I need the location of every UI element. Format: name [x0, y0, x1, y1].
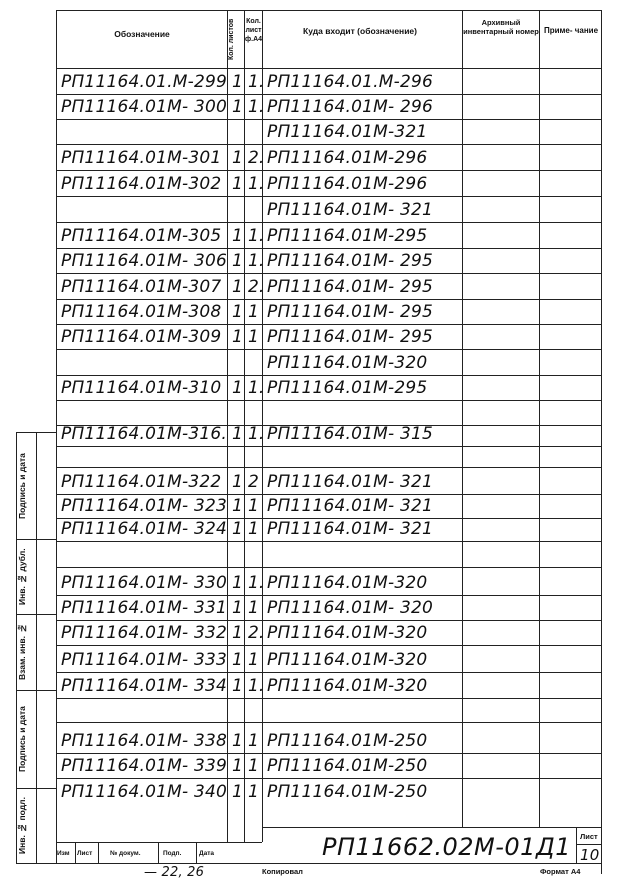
cell-designation: РП11164.01М- 330 [61, 573, 228, 593]
cell-qty-a4: 1 [248, 650, 259, 670]
cell-used-in: РП11164.01М-296 [267, 148, 428, 168]
cell-qty-a4: 1. [248, 424, 265, 444]
side-label-sign-date-1: Подпись и дата [17, 453, 27, 519]
cell-designation: РП11164.01М- 300 [61, 97, 228, 117]
cell-qty-a4: 1 [248, 302, 259, 322]
cell-designation: РП11164.01М-309 [61, 327, 222, 347]
cell-used-in: РП11164.01М- 295 [267, 327, 434, 347]
cell-qty-a4: 2. [248, 148, 265, 168]
cell-qty: 1 [232, 174, 243, 194]
table-row [57, 620, 601, 645]
copied-label: Копировал [262, 867, 303, 876]
cell-qty-a4: 1 [248, 731, 259, 751]
cell-qty-a4: 1. [248, 676, 265, 696]
cell-qty-a4: 1. [248, 251, 265, 271]
cell-qty: 1 [232, 650, 243, 670]
cell-qty: 1 [232, 251, 243, 271]
cell-qty-a4: 1 [248, 782, 259, 802]
table-row [57, 349, 601, 375]
cell-designation: РП11164.01.М-299 [61, 72, 228, 92]
stamp-col-date: Дата [199, 850, 215, 857]
table-row [57, 518, 601, 541]
cell-qty-a4: 2. [248, 623, 265, 643]
cell-designation: РП11164.01М- 331 [61, 598, 228, 618]
table-row [57, 567, 601, 595]
cell-used-in: РП11164.01М-250 [267, 731, 428, 751]
table-row [57, 541, 601, 567]
cell-designation: РП11164.01М-305 [61, 226, 222, 246]
table-row [57, 778, 601, 804]
cell-qty-a4: 1. [248, 378, 265, 398]
table-row [57, 494, 601, 518]
cell-designation: РП11164.01М-308 [61, 302, 222, 322]
cell-qty-a4: 1. [248, 72, 265, 92]
cell-qty-a4: 1 [248, 496, 259, 516]
cell-designation: РП11164.01М-322 [61, 472, 222, 492]
table-row [57, 753, 601, 778]
cell-qty-a4: 2 [248, 472, 259, 492]
cell-qty-a4: 1 [248, 756, 259, 776]
cell-used-in: РП11164.01М-295 [267, 226, 428, 246]
cell-qty: 1 [232, 148, 243, 168]
stamp-col-change: Изм [57, 850, 70, 857]
table-row [57, 299, 601, 324]
cell-designation: РП11164.01М- 324 [61, 519, 228, 539]
cell-used-in: РП11164.01М-320 [267, 353, 428, 373]
header-sheets-count: Кол. листов [228, 18, 235, 60]
table-row [57, 446, 601, 467]
cell-used-in: РП11164.01М-321 [267, 122, 428, 142]
document-code: РП11662.02М-01Д1 [322, 833, 571, 861]
cell-qty: 1 [232, 623, 243, 643]
cell-qty-a4: 1 [248, 598, 259, 618]
cell-qty-a4: 1 [248, 327, 259, 347]
table-row [57, 248, 601, 273]
cell-qty: 1 [232, 277, 243, 297]
stamp-col-doc-no: № докум. [110, 850, 141, 857]
header-note: Приме- чание [543, 26, 599, 35]
cell-used-in: РП11164.01М- 320 [267, 598, 434, 618]
stamp-col-sheet: Лист [77, 850, 93, 857]
table-row [57, 645, 601, 672]
table-row [57, 425, 601, 446]
table-row [57, 94, 601, 119]
sheet-number: 10 [580, 846, 600, 864]
cell-used-in: РП11164.01М- 321 [267, 472, 434, 492]
header-designation: Обозначение [114, 29, 170, 39]
cell-qty: 1 [232, 226, 243, 246]
cell-used-in: РП11164.01М-320 [267, 623, 428, 643]
cell-used-in: РП11164.01М-296 [267, 174, 428, 194]
cell-qty-a4: 1. [248, 97, 265, 117]
table-row [57, 722, 601, 753]
cell-qty: 1 [232, 573, 243, 593]
cell-qty-a4: 1. [248, 226, 265, 246]
cell-qty: 1 [232, 97, 243, 117]
cell-qty: 1 [232, 782, 243, 802]
cell-qty: 1 [232, 496, 243, 516]
cell-designation: РП11164.01М- 306 [61, 251, 228, 271]
table-row [57, 196, 601, 222]
cell-qty: 1 [232, 302, 243, 322]
table-row [57, 222, 601, 248]
cell-qty: 1 [232, 472, 243, 492]
cell-designation: РП11164.01М-307 [61, 277, 222, 297]
table-row [57, 698, 601, 722]
cell-used-in: РП11164.01М- 295 [267, 251, 434, 271]
cell-designation: РП11164.01М- 338 [61, 731, 228, 751]
cell-designation: РП11164.01М-310 [61, 378, 222, 398]
stamp-handwritten-marks: — 22, 26 [144, 865, 205, 880]
cell-qty: 1 [232, 731, 243, 751]
side-label-sign-date-2: Подпись и дата [17, 706, 27, 772]
cell-used-in: РП11164.01М-320 [267, 650, 428, 670]
cell-qty: 1 [232, 424, 243, 444]
cell-used-in: РП11164.01М- 315 [267, 424, 434, 444]
cell-qty: 1 [232, 378, 243, 398]
cell-designation: РП11164.01М- 323 [61, 496, 228, 516]
header-archive-no: Архивный инвентарный номер [463, 18, 539, 36]
cell-qty-a4: 1. [248, 174, 265, 194]
cell-qty-a4: 2. [248, 277, 265, 297]
side-label-dup-inv: Инв. № дубл. [17, 548, 27, 606]
table-row [57, 672, 601, 698]
cell-designation: РП11164.01М- 340 [61, 782, 228, 802]
cell-qty: 1 [232, 72, 243, 92]
cell-qty: 1 [232, 598, 243, 618]
cell-used-in: РП11164.01М- 321 [267, 519, 434, 539]
table-row [57, 400, 601, 425]
cell-used-in: РП11164.01М-250 [267, 756, 428, 776]
cell-used-in: РП11164.01М- 321 [267, 200, 434, 220]
table-row [57, 170, 601, 196]
table-row [57, 273, 601, 299]
cell-designation: РП11164.01М- 339 [61, 756, 228, 776]
cell-used-in: РП11164.01М-250 [267, 782, 428, 802]
cell-qty: 1 [232, 676, 243, 696]
side-label-orig-inv: Инв. № подл. [17, 797, 27, 855]
table-row [57, 69, 601, 94]
table-row [57, 375, 601, 400]
cell-qty: 1 [232, 519, 243, 539]
cell-designation: РП11164.01М-302 [61, 174, 222, 194]
side-label-replace-inv: Взам. инв. № [17, 623, 27, 681]
cell-designation: РП11164.01М- 334 [61, 676, 228, 696]
cell-used-in: РП11164.01М-320 [267, 676, 428, 696]
table-row [57, 144, 601, 170]
cell-designation: РП11164.01М- 333 [61, 650, 228, 670]
table-row [57, 324, 601, 349]
format-label: Формат А4 [540, 867, 581, 876]
cell-qty: 1 [232, 756, 243, 776]
cell-used-in: РП11164.01М- 321 [267, 496, 434, 516]
cell-used-in: РП11164.01М-295 [267, 378, 428, 398]
header-sheets-a4: Кол. лист ф.А4 [245, 18, 263, 43]
table-row [57, 119, 601, 144]
cell-used-in: РП11164.01М- 295 [267, 302, 434, 322]
cell-used-in: РП11164.01М-320 [267, 573, 428, 593]
sheet-label: Лист [580, 832, 598, 841]
cell-designation: РП11164.01М-316. [61, 424, 228, 444]
cell-qty: 1 [232, 327, 243, 347]
cell-designation: РП11164.01М- 332 [61, 623, 228, 643]
cell-qty-a4: 1 [248, 519, 259, 539]
cell-qty-a4: 1. [248, 573, 265, 593]
table-row [57, 595, 601, 620]
cell-used-in: РП11164.01.М-296 [267, 72, 434, 92]
table-row [57, 467, 601, 494]
cell-used-in: РП11164.01М- 296 [267, 97, 434, 117]
stamp-col-sign: Подп. [163, 850, 182, 857]
cell-designation: РП11164.01М-301 [61, 148, 222, 168]
cell-used-in: РП11164.01М- 295 [267, 277, 434, 297]
header-used-in: Куда входит (обозначение) [303, 26, 417, 36]
